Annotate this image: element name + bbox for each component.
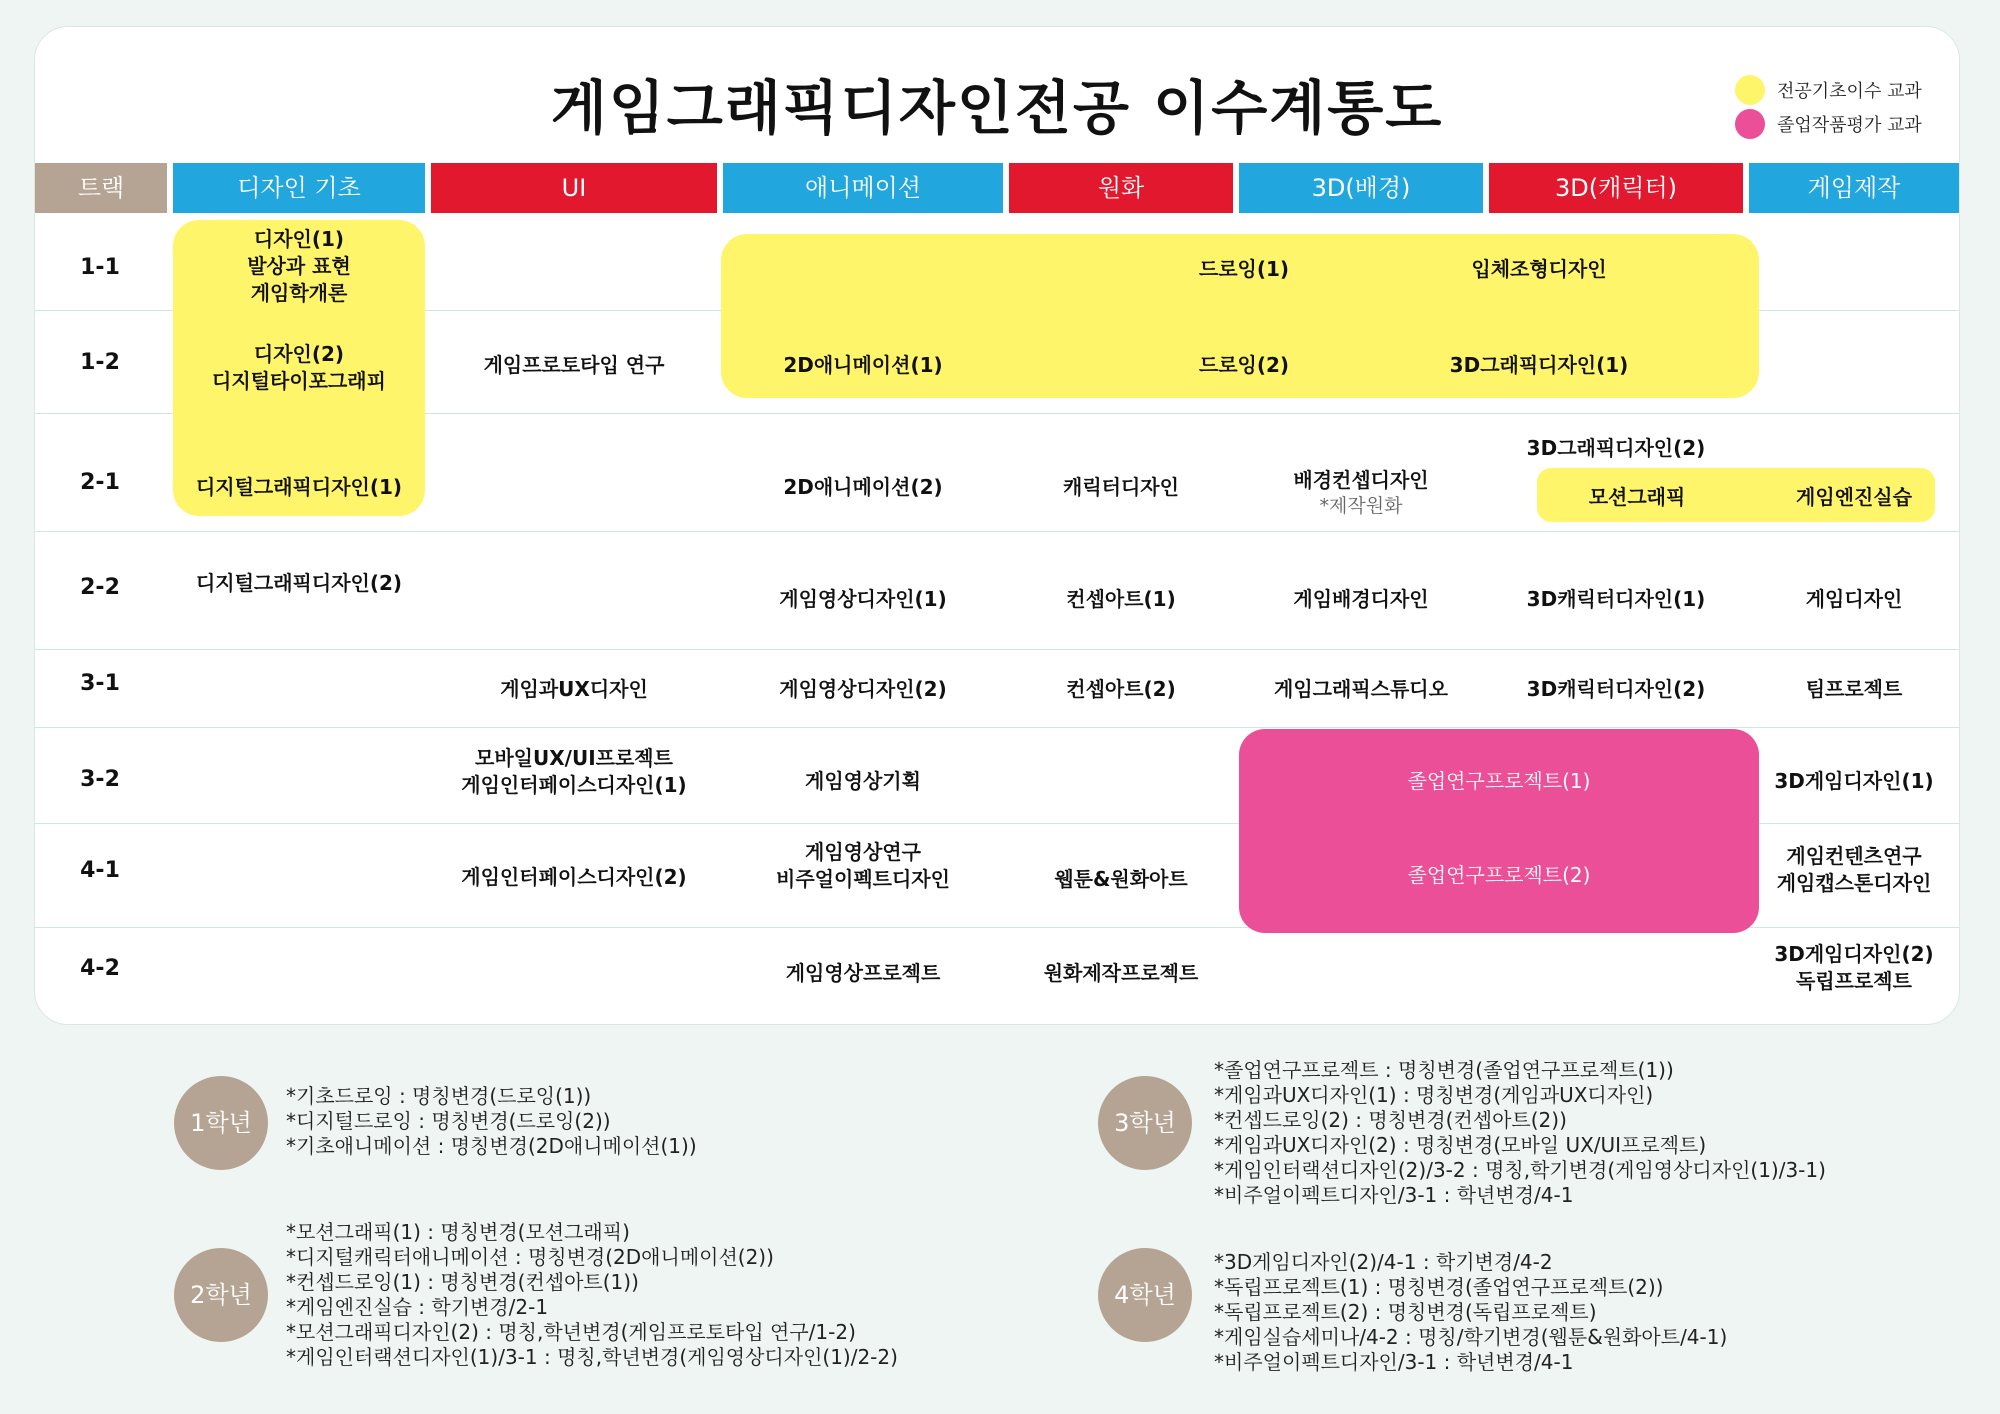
row-label-2-2: 2-2 [80, 575, 120, 600]
course-name: 컨셉아트(1) [1066, 587, 1176, 611]
course-note: *제작원화 [1319, 495, 1403, 517]
course-name: 게임프로토타입 연구 [483, 353, 665, 377]
note-line: *비주얼이펙트디자인/3-1 : 학년변경/4-1 [1214, 1350, 1574, 1374]
course-name: 디지털타이포그래피 [212, 369, 386, 393]
note-line: *게임과UX디자인(2) : 명칭변경(모바일 UX/UI프로젝트) [1214, 1133, 1707, 1157]
year-notes-3 [1214, 1058, 1826, 1208]
note-line: *3D게임디자인(2)/4-1 : 학기변경/4-2 [1214, 1250, 1553, 1274]
year-badge-3: 3학년 [1098, 1076, 1192, 1170]
course-name: 게임영상프로젝트 [785, 961, 941, 985]
note-line: *독립프로젝트(2) : 명칭변경(독립프로젝트) [1214, 1300, 1597, 1324]
note-line: *모션그래픽디자인(2) : 명칭,학년변경(게임프로토타입 연구/1-2) [286, 1320, 856, 1344]
course-cell [1239, 467, 1483, 518]
course-name: 3D캐릭터디자인(1) [1526, 587, 1706, 611]
course-name: 배경컨셉디자인 [1293, 468, 1429, 492]
course-name: 게임영상기획 [805, 769, 921, 793]
course-cell [173, 341, 425, 395]
course-name: 게임인터페이스디자인(2) [461, 865, 687, 889]
note-line: *기초드로잉 : 명칭변경(드로잉(1)) [286, 1084, 592, 1108]
course-name: 발상과 표현 [247, 254, 351, 278]
row-label-3-2: 3-2 [80, 767, 120, 792]
course-name: 입체조형디자인 [1471, 257, 1607, 281]
note-line: *모션그래픽(1) : 명칭변경(모션그래픽) [286, 1220, 630, 1244]
course-name: 원화제작프로젝트 [1043, 961, 1199, 985]
row-label-1-2: 1-2 [80, 350, 120, 375]
column-header-ui: UI [431, 163, 717, 213]
column-header-game-production: 게임제작 [1749, 163, 1959, 213]
course-name: 모바일UX/UI프로젝트 [475, 746, 673, 770]
course-name: 게임캡스톤디자인 [1776, 871, 1932, 895]
course-name: 독립프로젝트 [1796, 969, 1912, 993]
note-line: *컨셉드로잉(1) : 명칭변경(컨셉아트(1)) [286, 1270, 639, 1294]
course-name: 2D애니메이션(2) [783, 475, 943, 499]
course-cell [1749, 843, 1959, 897]
course-name: 게임인터페이스디자인(1) [461, 773, 687, 797]
course-name: 디자인(1) [253, 227, 345, 251]
note-line: *게임인터랙션디자인(1)/3-1 : 명칭,학년변경(게임영상디자인(1)/2-2) [286, 1345, 898, 1369]
course-name: 3D게임디자인(2) [1774, 942, 1934, 966]
course-cell [723, 839, 1003, 893]
row-label-1-1: 1-1 [80, 255, 120, 280]
note-line: *졸업연구프로젝트 : 명칭변경(졸업연구프로젝트(1)) [1214, 1058, 1674, 1082]
note-line: *디지털드로잉 : 명칭변경(드로잉(2)) [286, 1109, 611, 1133]
course-name: 3D그래픽디자인(2) [1526, 436, 1706, 460]
row-divider [35, 727, 1959, 728]
course-cell [431, 745, 717, 799]
legend-label: 전공기초이수 교과 [1777, 81, 1922, 102]
column-header-3d-background: 3D(배경) [1239, 163, 1483, 213]
course-name: 게임배경디자인 [1293, 587, 1429, 611]
course-name: 3D게임디자인(1) [1774, 769, 1934, 793]
course-name: 팀프로젝트 [1805, 677, 1903, 701]
course-name: 웹툰&원화아트 [1054, 867, 1188, 891]
course-name: 졸업연구프로젝트(2) [1407, 863, 1591, 887]
course-name: 졸업연구프로젝트(1) [1407, 769, 1591, 793]
graduation-block [1239, 729, 1759, 933]
curriculum-card [34, 26, 1960, 1025]
course-name: 컨셉아트(2) [1066, 677, 1176, 701]
row-label-3-1: 3-1 [80, 671, 120, 696]
column-header-original-art: 원화 [1009, 163, 1233, 213]
course-cell [173, 226, 425, 307]
row-label-4-2: 4-2 [80, 956, 120, 981]
legend-item-graduation [1735, 107, 1922, 141]
course-cell [1749, 941, 1959, 995]
column-header-track: 트랙 [35, 163, 167, 213]
course-name: 디지털그래픽디자인(2) [195, 571, 403, 595]
course-name: 게임컨텐츠연구 [1786, 844, 1922, 868]
course-name: 게임학개론 [250, 281, 348, 305]
year-notes-4 [1214, 1250, 1727, 1375]
course-name: 캐릭터디자인 [1063, 475, 1179, 499]
course-name: 비주얼이펙트디자인 [776, 867, 950, 891]
note-line: *기초애니메이션 : 명칭변경(2D애니메이션(1)) [286, 1134, 697, 1158]
course-name: 게임엔진실습 [1796, 485, 1912, 509]
legend-swatch-pink [1735, 109, 1765, 139]
course-name: 드로잉(2) [1198, 353, 1290, 377]
course-name: 게임과UX디자인 [500, 677, 648, 701]
course-name: 3D캐릭터디자인(2) [1526, 677, 1706, 701]
year-notes-2 [286, 1220, 898, 1370]
course-name: 디지털그래픽디자인(1) [195, 475, 403, 499]
legend-label: 졸업작품평가 교과 [1777, 115, 1922, 136]
year-badge-4: 4학년 [1098, 1248, 1192, 1342]
year-notes-1 [286, 1084, 697, 1159]
note-line: *컨셉드로잉(2) : 명칭변경(컨셉아트(2)) [1214, 1108, 1567, 1132]
note-line: *게임실습세미나/4-2 : 명칭/학기변경(웹툰&원화아트/4-1) [1214, 1325, 1728, 1349]
note-line: *비주얼이펙트디자인/3-1 : 학년변경/4-1 [1214, 1183, 1574, 1207]
row-divider [35, 649, 1959, 650]
course-name: 3D그래픽디자인(1) [1449, 353, 1629, 377]
note-line: *디지털캐릭터애니메이션 : 명칭변경(2D애니메이션(2)) [286, 1245, 774, 1269]
course-name: 게임영상디자인(2) [779, 677, 947, 701]
legend-swatch-yellow [1735, 75, 1765, 105]
column-header-animation: 애니메이션 [723, 163, 1003, 213]
course-name: 게임디자인 [1805, 587, 1903, 611]
row-divider [35, 531, 1959, 532]
note-line: *게임과UX디자인(1) : 명칭변경(게임과UX디자인) [1214, 1083, 1654, 1107]
note-line: *독립프로젝트(1) : 명칭변경(졸업연구프로젝트(2)) [1214, 1275, 1664, 1299]
course-name: 2D애니메이션(1) [783, 353, 943, 377]
course-name: 디자인(2) [253, 342, 345, 366]
course-name: 게임영상디자인(1) [779, 587, 947, 611]
row-label-2-1: 2-1 [80, 470, 120, 495]
year-badge-2: 2학년 [174, 1248, 268, 1342]
page-title: 게임그래픽디자인전공 이수계통도 [550, 74, 1444, 142]
note-line: *게임인터랙션디자인(2)/3-2 : 명칭,학기변경(게임영상디자인(1)/3-1) [1214, 1158, 1826, 1182]
course-name: 모션그래픽 [1588, 485, 1686, 509]
legend-item-foundation [1735, 73, 1922, 107]
course-name: 드로잉(1) [1198, 257, 1290, 281]
course-name: 게임그래픽스튜디오 [1274, 677, 1448, 701]
course-name: 게임영상연구 [805, 840, 921, 864]
column-header-design-basics: 디자인 기초 [173, 163, 425, 213]
note-line: *게임엔진실습 : 학기변경/2-1 [286, 1295, 549, 1319]
row-label-4-1: 4-1 [80, 858, 120, 883]
year-badge-1: 1학년 [174, 1076, 268, 1170]
column-header-3d-character: 3D(캐릭터) [1489, 163, 1743, 213]
